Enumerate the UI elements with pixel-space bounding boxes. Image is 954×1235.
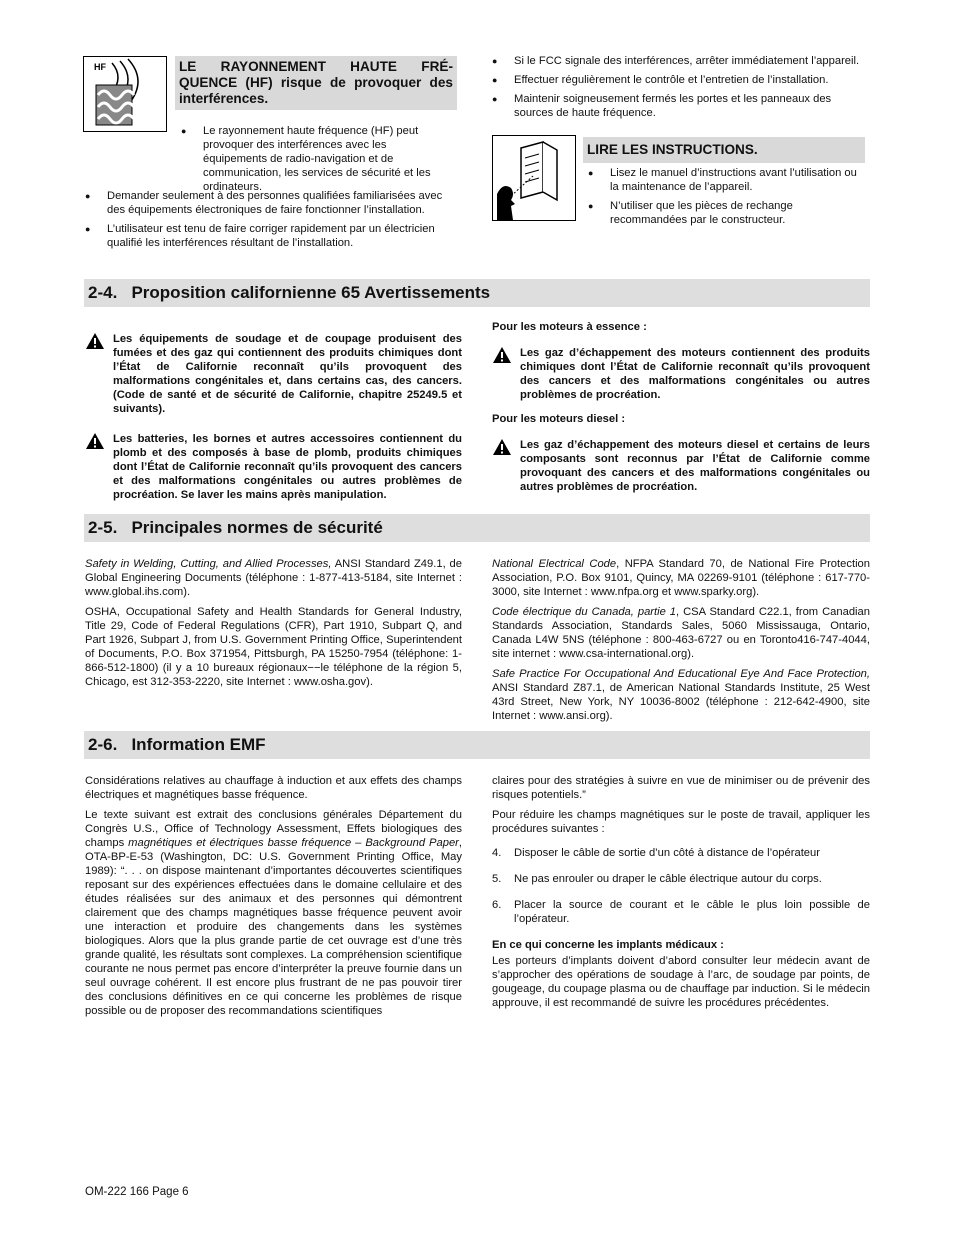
list-item: 5. Ne pas enrouler ou draper le câble électrique autour du corps. xyxy=(492,873,822,885)
list-item: 6. Placer la source de courant et le câble le plus loin possible de l’opérateur. xyxy=(492,899,870,925)
hf-indented-bullets xyxy=(181,124,451,199)
diesel-engines-label: Pour les moteurs diesel : xyxy=(492,413,626,425)
list-item: ● N’utiliser que les pièces de rechange recommandées par le constructeur. xyxy=(588,199,860,227)
warning-welding-fumes: Les équipements de soudage et de coupage produisent des fumées et des gaz qui contiennent des produits chimiques dont l’État de Californie reconnaît qu’ils provoquent des malformations congénitales et, dans certains cas, des cancers. (Code de santé et de sécurité de Californie, chapitre 25249.5 et suivants). xyxy=(85,332,462,416)
fcc-bullets xyxy=(492,54,870,125)
emf-intro: Considérations relatives au chauffage à induction et aux effets des champs électriques et magnétiques basse fréquence. xyxy=(85,775,462,801)
emf-steps xyxy=(492,846,870,926)
warning-batteries-lead: Les batteries, les bornes et autres accessoires contiennent du plomb et des composés à base de plomb, produits chimiques dont l’État de Californie reconnaît qu’ils provoquent des cancers et des malformations congénitales ou autres problèmes de procréation. Se laver les mains après manipulation. xyxy=(85,432,462,502)
gas-engines-label: Pour les moteurs à essence : xyxy=(492,321,647,333)
list-item: ● Effectuer régulièrement le contrôle et l’entretien de l’installation. xyxy=(492,73,870,87)
list-item: ● Si le FCC signale des interférences, arrêter immédiatement l’appareil. xyxy=(492,54,870,68)
list-item: ● Le rayonnement haute fréquence (HF) peut provoquer des interférences avec les équipements de radio-navigation et de communication, les services de sécurité et les ordinateurs. xyxy=(181,124,451,194)
implants-text: Les porteurs d’implants doivent d’abord consulter leur médecin avant de s’approcher des opérations de soudage à l’arc, de soudage par points, de gougeage, du coupage plasma ou de chauffage par induction. Si le médecin approuve, il est recommandé de suivre les procédures précédentes. xyxy=(492,955,870,1009)
emf-left-col xyxy=(85,774,462,1024)
emf-right-col xyxy=(492,774,870,1016)
standard-entry: Code électrique du Canada, partie 1, CSA Standard C22.1, from Canadian Standards Association, Standards Sales, 5060 Mississauga, Ontario, Canada L4W 5NS (téléphone : 800-463-6727 ou en Toronto416-747-4044, site internet : www.csa-international.org). xyxy=(492,606,870,660)
list-item: ● Demander seulement à des personnes qualifiées familiarisées avec des équipements électroniques de faire fonctionner l’installation. xyxy=(85,189,462,217)
list-item: ● L’utilisateur est tenu de faire corriger rapidement par un électricien qualifié les interférences résultant de l’installation. xyxy=(85,222,462,250)
standards-right-col xyxy=(492,557,870,729)
standard-entry: Safety in Welding, Cutting, and Allied Processes, ANSI Standard Z49.1, de Global Engineering Documents (téléphone : 1-877-413-5184, site Internet : www.global.ihs.com). xyxy=(85,558,462,598)
emf-ota-extract: Le texte suivant est extrait des conclusions générales Département du Congrès U.S., Office of Technology Assessment, Effets biologiques des champs magnétiques et électriques basse fréquence – Background Paper, OTA-BP-E-53 (Washington, DC: U.S. Government Printing Office, May 1989): “. . . on dispose maintenant d’importantes découvertes scientifiques reposant sur des expériences effectuées dans le domaine cellulaire et des études réalisées sur des animaux et des personnes qui démontrent clairement que des champs magnétiques basse fréquence peuvent avoir une interaction et produire des changements dans les systèmes biologiques. Alors que la plus grande partie de cet ouvrage est d’une très grande qualité, les résultats sont complexes. La compréhension scientifique courante ne nous permet pas encore d’interpréter la preuve fournie dans un seul ouvrage cohérent. Il est encore plus frustrant de ne pas pouvoir tirer des conclusions définitives en ce qui concerne les problèmes de risque possible ou de proposer des recommandations scientifiques xyxy=(85,809,462,1017)
standard-entry: National Electrical Code, NFPA Standard 70, de National Fire Protection Association, P.O. Box 9101, Quincy, MA 02269-9101 (téléphone : 617-770-3000, site Internet : www.nfpa.org et www.sparky.org). xyxy=(492,558,870,598)
list-item: ● Maintenir soigneusement fermés les portes et les panneaux des sources de haute fréquence. xyxy=(492,92,870,120)
read-manual-icon xyxy=(492,135,576,221)
warning-triangle-icon xyxy=(85,432,105,450)
implants-label: En ce qui concerne les implants médicaux : xyxy=(492,939,724,951)
hf-bullets xyxy=(85,189,462,255)
read-instructions-title: LIRE LES INSTRUCTIONS. xyxy=(583,137,865,163)
warning-triangle-icon xyxy=(492,346,512,364)
list-item: ● Lisez le manuel d’instructions avant l’utilisation ou la maintenance de l’appareil. xyxy=(588,166,860,194)
warning-triangle-icon xyxy=(492,438,512,456)
prop65-left-col xyxy=(85,322,462,512)
section-heading-2-5: 2-5. Principales normes de sécurité xyxy=(84,514,870,542)
svg-text:HF: HF xyxy=(94,62,106,72)
prop65-right-col xyxy=(492,320,870,504)
warning-diesel-engines: Les gaz d’échappement des moteurs diesel et certains de leurs composants sont reconnus par l’État de Californie comme provoquant des cancers et des malformations congénitales ou autres problèmes de procréation. xyxy=(492,438,870,494)
section-heading-2-4: 2-4. Proposition californienne 65 Avertissements xyxy=(84,279,870,307)
hf-hazard-icon xyxy=(83,56,167,132)
standard-entry: OSHA, Occupational Safety and Health Standards for General Industry, Title 29, Code of Federal Regulations (CFR), Part 1910, Subpart Q, and Part 1926, Subpart J, from U.S. Government Printing Office, Superintendent of Documents, P.O. Box 371954, Pittsburgh, PA 15250-7954 (téléphone: 1-866-512-1800) (il y a 10 bureaux régionaux−−le téléphone de la région 5, Chicago, est 312-353-2220, site Internet : www.osha.gov). xyxy=(85,606,462,688)
hf-hazard-title: LE RAYONNEMENT HAUTE FRÉ- QUENCE (HF) risque de provoquer des interférences. xyxy=(175,56,457,110)
warning-gas-engines: Les gaz d’échappement des moteurs contiennent des produits chimiques dont l’État de Californie reconnaît qu’ils provoquent des cancers et des malformations congénitales ou autres problèmes de procréation. xyxy=(492,346,870,402)
list-item: 4. Disposer le câble de sortie d’un côté à distance de l’opérateur xyxy=(492,847,820,859)
standard-entry: Safe Practice For Occupational And Educational Eye And Face Protection, ANSI Standard Z87.1, de American National Standards Institute, 25 West 43rd Street, New York, NY 10036-8002 (téléphone : 212-642-4900, site Internet : www.ansi.org). xyxy=(492,668,870,722)
read-instructions-bullets xyxy=(588,166,860,232)
standards-left-col xyxy=(85,557,462,695)
section-heading-2-6: 2-6. Information EMF xyxy=(84,731,870,759)
page-footer: OM-222 166 Page 6 xyxy=(85,1186,189,1198)
emf-continued: claires pour des stratégies à suivre en vue de minimiser ou de prévenir des risques potentiels.” xyxy=(492,775,870,801)
warning-triangle-icon xyxy=(85,332,105,350)
emf-procedures-intro: Pour réduire les champs magnétiques sur le poste de travail, appliquer les procédures suivantes : xyxy=(492,809,870,835)
